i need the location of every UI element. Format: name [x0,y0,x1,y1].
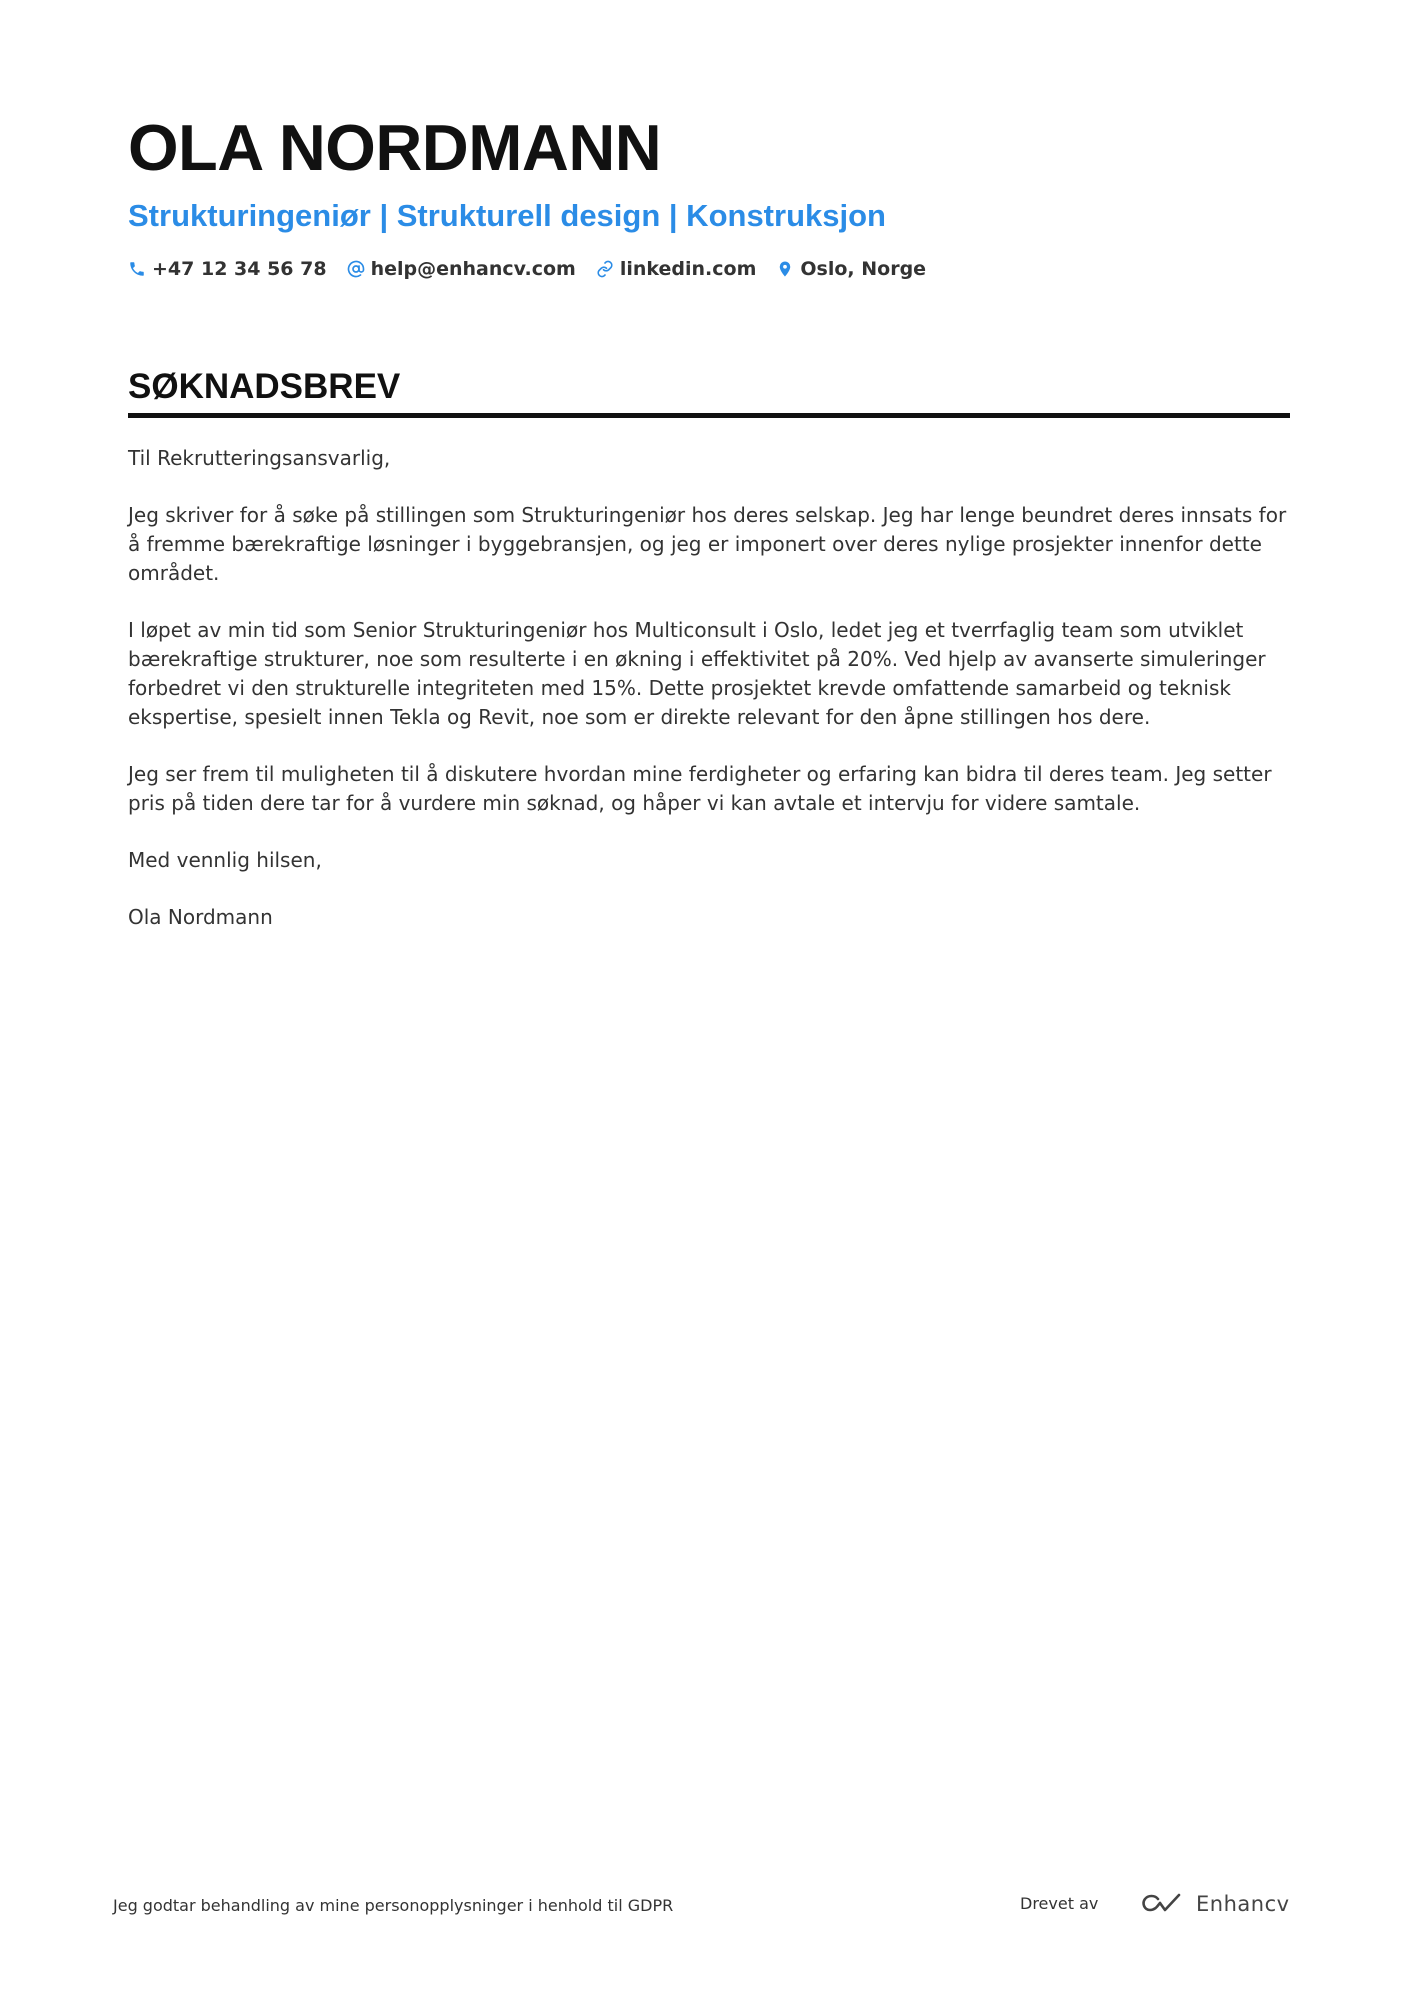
phone-text: +47 12 34 56 78 [152,258,327,280]
contact-location [776,258,926,280]
enhancv-logo-icon [1138,1890,1186,1918]
contact-email[interactable] [347,258,576,280]
brand-name[interactable]: Enhancv [1196,1892,1290,1916]
letter-signature: Ola Nordmann [128,905,273,929]
contact-bar [128,258,1288,280]
link-icon [596,260,614,278]
phone-icon [128,260,146,278]
letter-body [128,444,1290,932]
footer [113,1884,1291,1924]
letter-paragraph: Jeg ser frem til muligheten til å diskutere hvordan mine ferdigheter og erfaring kan bidra til deres team. Jeg setter pris på tiden dere tar for å vurdere min søknad, og håper vi kan avtale et intervju for videre samtale. [128,762,1272,815]
email-text[interactable]: help@enhancv.com [370,258,576,280]
letter-paragraph: Jeg skriver for å søke på stillingen som Strukturingeniør hos deres selskap. Jeg har lenge beundret deres innsats for å fremme bærekraftige løsninger i byggebransjen, og jeg er imponert over deres nylige prosjekter innenfor dette området. [128,503,1287,585]
section-divider [128,413,1290,418]
letter-closing: Med vennlig hilsen, [128,848,322,872]
letter-salutation: Til Rekrutteringsansvarlig, [128,446,391,470]
applicant-name: OLA NORDMANN [128,111,662,184]
cover-letter-section [128,365,1290,960]
brand-link[interactable] [1138,1884,1290,1924]
location-text: Oslo, Norge [800,258,927,280]
headline: Strukturingeniør | Strukturell design | Konstruksjon [128,198,886,233]
location-pin-icon [776,260,794,278]
at-icon [347,260,365,278]
linkedin-text[interactable]: linkedin.com [619,258,757,280]
contact-linkedin[interactable] [596,258,757,280]
contact-phone [128,258,327,280]
letter-paragraph: I løpet av min tid som Senior Strukturingeniør hos Multiconsult i Oslo, ledet jeg et tverrfaglig team som utviklet bærekraftige strukturer, noe som resulterte i en økning i effektivitet på 20%. Ved hjelp av avanserte simuleringer forbedret vi den strukturelle integriteten med 15%. Dette prosjektet krevde omfattende samarbeid og teknisk ekspertise, spesielt innen Tekla og Revit, noe som er direkte relevant for den åpne stillingen hos dere. [128,618,1266,729]
powered-by-text: Drevet av [1020,1894,1099,1913]
section-title: SØKNADSBREV [128,367,401,406]
header [128,108,1288,280]
gdpr-consent-text: Jeg godtar behandling av mine personopplysninger i henhold til GDPR [113,1896,674,1915]
